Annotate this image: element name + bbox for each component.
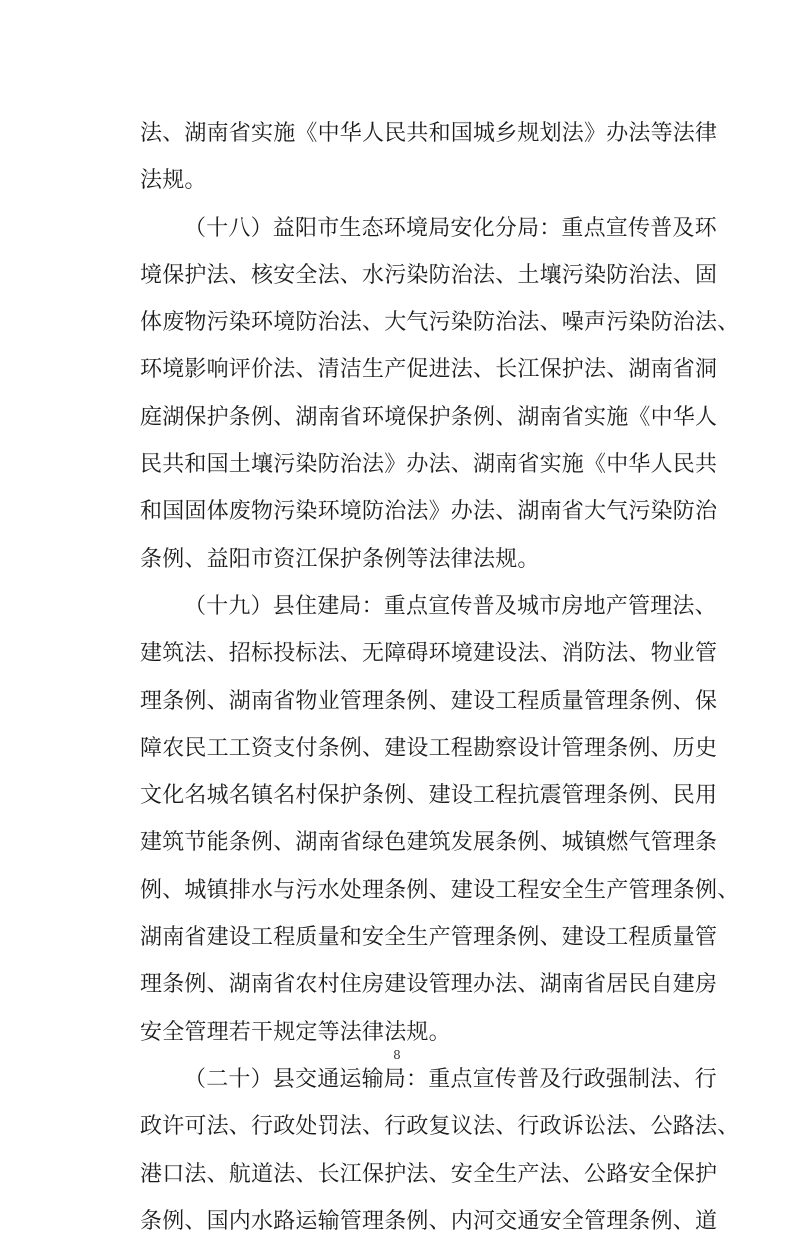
text-line: 理条例、湖南省物业管理条例、建设工程质量管理条例、保 <box>140 688 718 714</box>
text-line: 境保护法、核安全法、水污染防治法、土壤污染防治法、固 <box>140 262 718 288</box>
page-number: 8 <box>393 1048 401 1062</box>
text-line: 湖南省建设工程质量和安全生产管理条例、建设工程质量管 <box>140 925 718 951</box>
text-line: 安全管理若干规定等法律法规。 <box>140 1019 451 1045</box>
text-line: 政许可法、行政处罚法、行政复议法、行政诉讼法、公路法、 <box>140 1114 740 1140</box>
text-line: 民共和国土壤污染防治法》办法、湖南省实施《中华人民共 <box>140 452 718 478</box>
text-line: 港口法、航道法、长江保护法、安全生产法、公路安全保护 <box>140 1161 718 1187</box>
text-line: 和国固体废物污染环境防治法》办法、湖南省大气污染防治 <box>140 499 718 525</box>
text-line: 例、城镇排水与污水处理条例、建设工程安全生产管理条例、 <box>140 877 740 903</box>
text-line: （二十）县交通运输局：重点宣传普及行政强制法、行 <box>184 1066 717 1092</box>
text-line: （十九）县住建局：重点宣传普及城市房地产管理法、 <box>184 593 717 619</box>
body-text <box>140 110 740 1245</box>
text-line: 体废物污染环境防治法、大气污染防治法、噪声污染防治法、 <box>140 310 740 336</box>
text-line: （十八）益阳市生态环境局安化分局：重点宣传普及环 <box>184 215 717 241</box>
text-line: 环境影响评价法、清洁生产促进法、长江保护法、湖南省洞 <box>140 357 718 383</box>
text-line: 条例、国内水路运输管理条例、内河交通安全管理条例、道 <box>140 1208 718 1234</box>
text-line: 理条例、湖南省农村住房建设管理办法、湖南省居民自建房 <box>140 972 718 998</box>
text-line: 建筑法、招标投标法、无障碍环境建设法、消防法、物业管 <box>140 641 718 667</box>
text-line: 障农民工工资支付条例、建设工程勘察设计管理条例、历史 <box>140 735 718 761</box>
text-line: 庭湖保护条例、湖南省环境保护条例、湖南省实施《中华人 <box>140 404 718 430</box>
text-line: 条例、益阳市资江保护条例等法律法规。 <box>140 546 540 572</box>
text-line: 法、湖南省实施《中华人民共和国城乡规划法》办法等法律 <box>140 121 718 146</box>
text-line: 法规。 <box>140 168 207 194</box>
text-line: 建筑节能条例、湖南省绿色建筑发展条例、城镇燃气管理条 <box>140 830 718 856</box>
text-line: 文化名城名镇名村保护条例、建设工程抗震管理条例、民用 <box>140 783 718 809</box>
